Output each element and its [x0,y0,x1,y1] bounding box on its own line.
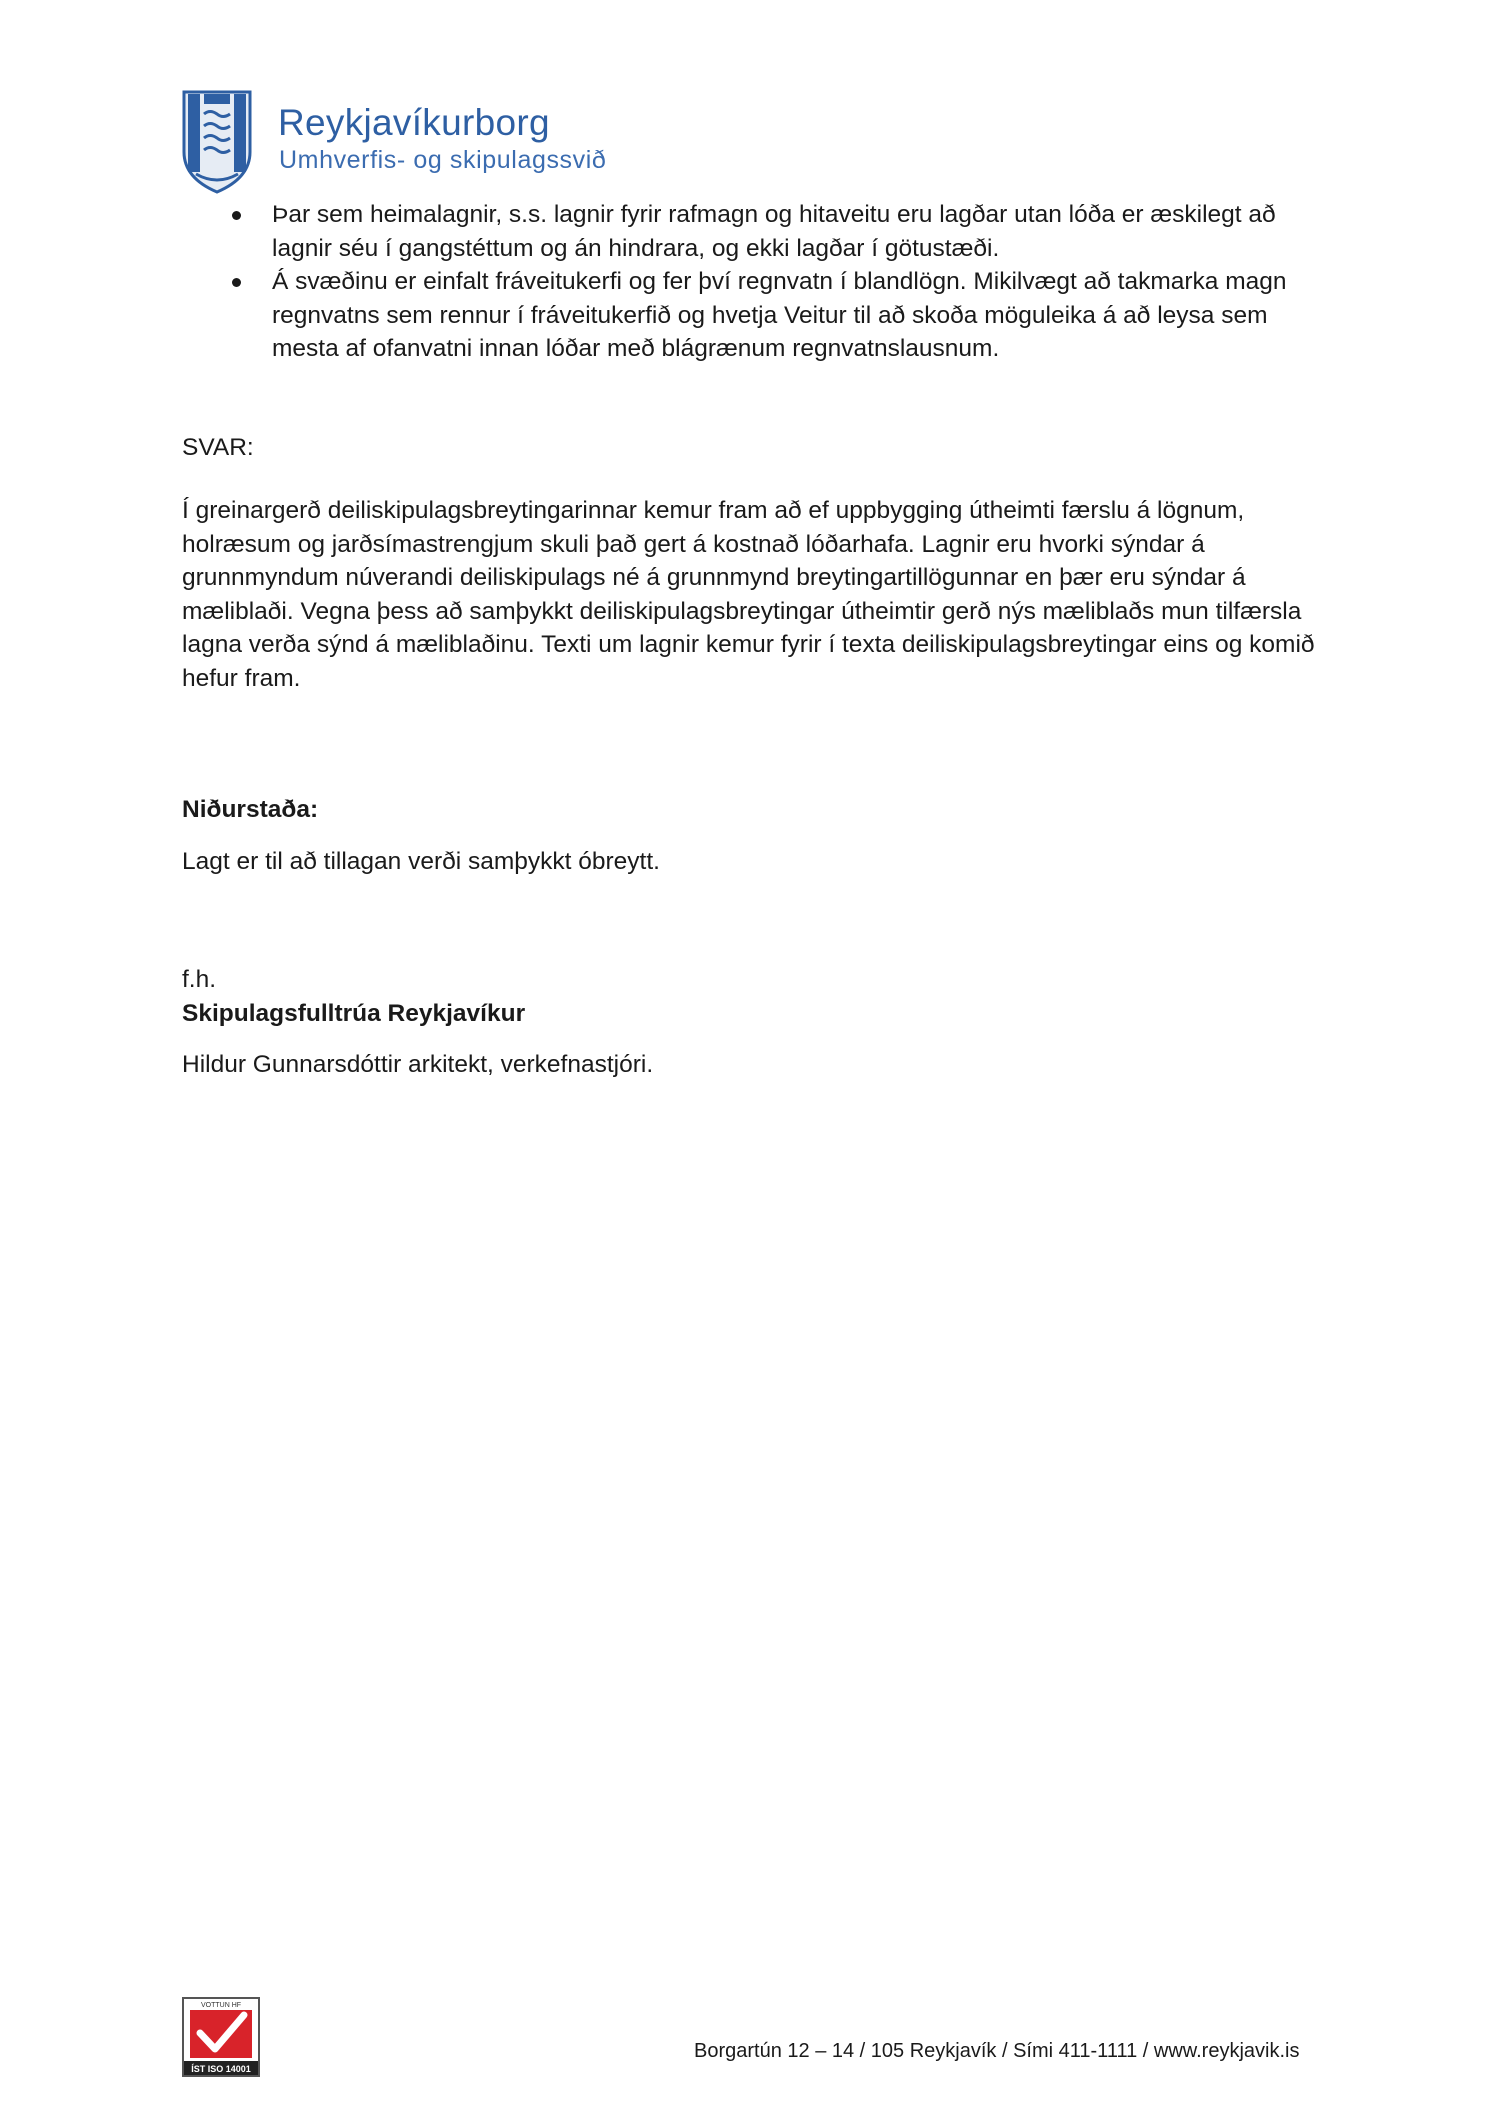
bullet-text: Þar sem heimalagnir, s.s. lagnir fyrir rafmagn og hitaveitu eru lagðar utan lóða er æskilegt að lagnir séu í gangstéttum og án hindrara, og ekki lagðar í götustæði. [272,201,1276,262]
signer-name: Hildur Gunnarsdóttir arkitekt, verkefnastjóri. [182,1051,654,1078]
svar-label: SVAR: [182,433,254,461]
iso-top-text: VOTTUN HF [200,2002,242,2009]
footer-address: Borgartún 12 – 14 / 105 Reykjavík / Sími 411-1111 / www.reykjavik.is [694,2040,1300,2062]
department-name: Umhverfis- og skipulagssvið [279,146,607,174]
letter-body [182,198,1322,1082]
list-item [182,198,1322,265]
reykjavik-crest-logo [182,90,252,194]
conclusion-heading: Niðurstaða: [182,796,319,823]
bullet-list [182,198,1322,366]
answer-paragraph: Í greinargerð deiliskipulagsbreytingarinnar kemur fram að ef uppbygging útheimti færslu á lögnum, holræsum og jarðsímastrengjum skuli það gert á kostnað lóðarhafa. Lagnir eru hvorki sýndar á grunnmyndum núverandi deiliskipulags né á grunnmynd breytingartillögunnar en þær eru sýndar á mæliblaði. Vegna þess að samþykkt deiliskipulagsbreytingar útheimtir gerð nýs mæliblaðs mun tilfærsla lagna verða sýnd á mæliblaðinu. Texti um lagnir kemur fyrir í texta deiliskipulagsbreytingar eins og komið hefur fram. [182,497,1315,692]
org-name: Reykjavíkurborg [278,102,550,143]
signature-prefix: f.h. [182,966,217,993]
list-item [182,265,1322,366]
letterhead [182,90,682,200]
bullet-icon [232,278,241,287]
bullet-icon [232,211,241,220]
conclusion-text: Lagt er til að tillagan verði samþykkt óbreytt. [182,847,660,875]
signature-office: Skipulagsfulltrúa Reykjavíkur [182,999,526,1027]
bullet-text: Á svæðinu er einfalt fráveitukerfi og fer því regnvatn í blandlögn. Mikilvægt að takmarka magn regnvatns sem rennur í fráveitukerfið og hvetja Veitur til að skoða möguleika á að leysa sem mesta af ofanvatni innan lóðar með blágrænum regnvatnslausnum. [272,268,1287,362]
iso-bottom-text: ÍST ISO 14001 [191,2064,251,2074]
iso-certification-logo [182,1997,260,2077]
